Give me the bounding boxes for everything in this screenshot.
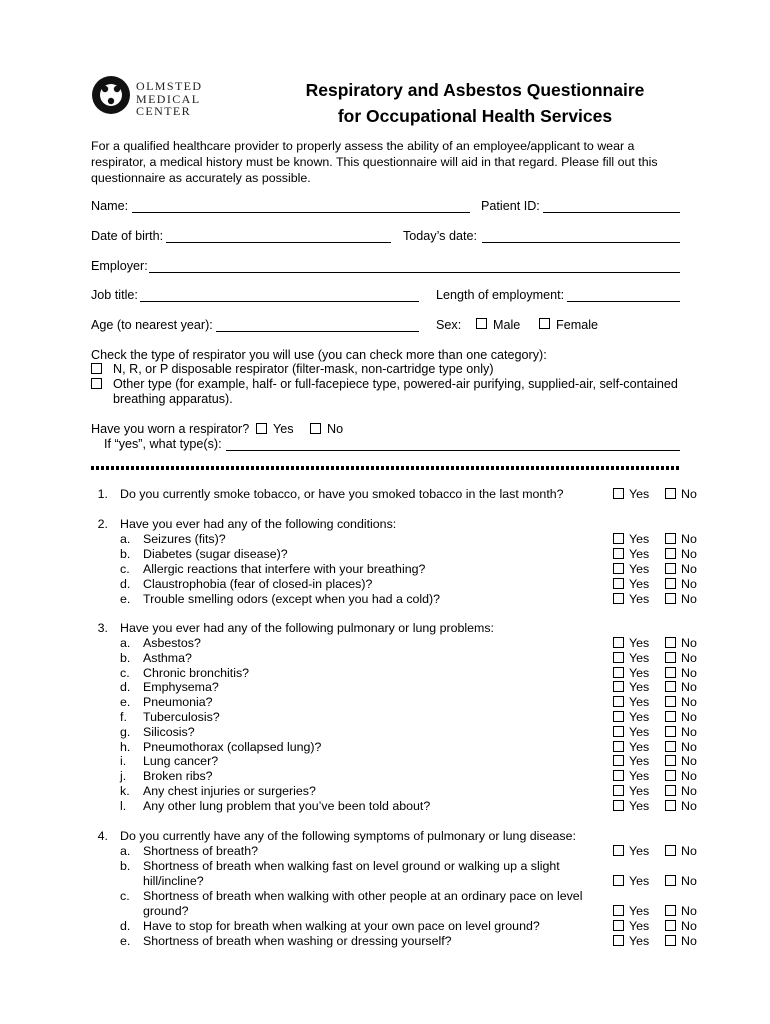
logo-line-1: OLMSTED xyxy=(136,79,203,93)
q3-item-4-no-label: No xyxy=(681,695,697,710)
q2-item-letter: b. xyxy=(120,547,131,561)
q3-item-10-yes-checkbox[interactable] xyxy=(613,785,624,796)
q2-item-letter: c. xyxy=(120,562,130,576)
q3-item-2-no-label: No xyxy=(681,665,697,680)
age-input-line[interactable] xyxy=(216,331,419,332)
dob-input-line[interactable] xyxy=(166,242,391,243)
q2-item-0-no-label: No xyxy=(681,532,697,546)
q2-item-2-yes-label: Yes xyxy=(629,562,650,576)
q4-item-4-yes-label: Yes xyxy=(629,934,650,948)
q2-number: 2. xyxy=(97,517,108,531)
q3-item-letter: c. xyxy=(120,665,130,680)
q3-item-text: Pneumothorax (collapsed lung)? xyxy=(143,739,322,754)
q4-item-2-yes-checkbox[interactable] xyxy=(613,905,624,916)
q3-number: 3. xyxy=(97,621,108,635)
respirator-disposable-checkbox[interactable] xyxy=(91,363,102,374)
q3-item-6-no-label: No xyxy=(681,724,697,739)
q2-item-0-yes-checkbox[interactable] xyxy=(613,533,624,544)
q1-text: Do you currently smoke tobacco, or have you smoked tobacco in the last month? xyxy=(120,487,564,501)
q3-item-9-no-checkbox[interactable] xyxy=(665,770,676,781)
q3-item-10-yes-label: Yes xyxy=(629,784,650,798)
q3-item-text: Any chest injuries or surgeries? xyxy=(143,784,316,798)
q3-item-11-yes-label: Yes xyxy=(629,798,650,813)
q4-item-2-no-checkbox[interactable] xyxy=(665,905,676,916)
q3-item-text: Any other lung problem that you’ve been told about? xyxy=(143,798,431,813)
q4-item-letter: b. xyxy=(120,859,131,873)
q3-item-10-no-checkbox[interactable] xyxy=(665,785,676,796)
q2-item-1-no-label: No xyxy=(681,547,697,561)
q3-item-2-no-checkbox[interactable] xyxy=(665,667,676,678)
q2-item-2-no-label: No xyxy=(681,562,697,576)
q4-item-0-no-label: No xyxy=(681,844,697,858)
respirator-other-checkbox[interactable] xyxy=(91,378,102,389)
q3-item-letter: e. xyxy=(120,695,131,710)
q3-item-6-no-checkbox[interactable] xyxy=(665,726,676,737)
q3-item-text: Emphysema? xyxy=(143,680,219,695)
employer-label: Employer: xyxy=(91,259,148,273)
q3-item-8-yes-label: Yes xyxy=(629,754,650,769)
circle-logo-icon xyxy=(90,74,132,116)
q3-item-1-yes-label: Yes xyxy=(629,650,650,665)
q3-item-1-no-label: No xyxy=(681,650,697,665)
age-label: Age (to nearest year): xyxy=(91,318,213,332)
q3-item-2-yes-checkbox[interactable] xyxy=(613,667,624,678)
title-line-2: for Occupational Health Services xyxy=(337,106,613,126)
length-employment-input-line[interactable] xyxy=(567,301,680,302)
q3-item-8-yes-checkbox[interactable] xyxy=(613,755,624,766)
worn-yes-checkbox[interactable] xyxy=(256,423,267,434)
worn-respirator-question: Have you worn a respirator? xyxy=(91,422,250,436)
dob-label: Date of birth: xyxy=(91,229,164,243)
q2-text: Have you ever had any of the following conditions: xyxy=(120,517,397,531)
q4-item-4-yes-checkbox[interactable] xyxy=(613,935,624,946)
q1-no-checkbox[interactable] xyxy=(665,488,676,499)
q3-item-letter: l. xyxy=(120,798,127,813)
q3-item-letter: a. xyxy=(120,636,131,650)
q2-item-3-no-label: No xyxy=(681,577,697,591)
patient-id-input-line[interactable] xyxy=(543,212,680,213)
q2-item-2-yes-checkbox[interactable] xyxy=(613,563,624,574)
q3-item-11-yes-checkbox[interactable] xyxy=(613,800,624,811)
q4-text: Do you currently have any of the following symptoms of pulmonary or lung disease: xyxy=(120,829,576,843)
q4-item-4-no-checkbox[interactable] xyxy=(665,935,676,946)
q3-item-letter: j. xyxy=(120,769,127,784)
worn-no-label: No xyxy=(327,422,344,436)
q3-item-7-no-checkbox[interactable] xyxy=(665,741,676,752)
q4-number: 4. xyxy=(97,829,108,843)
q4-item-text: Have to stop for breath when walking at your own pace on level ground? xyxy=(143,919,540,933)
q2-item-1-yes-label: Yes xyxy=(629,547,650,561)
q3-item-11-no-label: No xyxy=(681,798,697,813)
q4-item-text: Shortness of breath when walking with other people at an ordinary pace on level xyxy=(143,889,583,903)
q3-item-3-yes-label: Yes xyxy=(629,680,650,695)
intro-line-1: For a qualified healthcare provider to properly assess the ability of an employee/applicant to wear a xyxy=(91,139,635,153)
q2-item-letter: e. xyxy=(120,592,131,606)
job-title-label: Job title: xyxy=(91,288,138,302)
q2-item-1-yes-checkbox[interactable] xyxy=(613,548,624,559)
q3-item-7-no-label: No xyxy=(681,739,697,754)
q4-item-letter: e. xyxy=(120,934,131,948)
q3-item-text: Chronic bronchitis? xyxy=(143,665,250,680)
q3-item-7-yes-label: Yes xyxy=(629,739,650,754)
q2-item-text: Allergic reactions that interfere with your breathing? xyxy=(143,562,426,576)
q4-item-letter: d. xyxy=(120,919,131,933)
q3-item-text: Tuberculosis? xyxy=(143,710,220,724)
q4-item-1-yes-label: Yes xyxy=(629,874,650,888)
q3-item-3-yes-checkbox[interactable] xyxy=(613,681,624,692)
q3-item-7-yes-checkbox[interactable] xyxy=(613,741,624,752)
q4-item-1-no-label: No xyxy=(681,874,697,888)
q4-item-text-cont: ground? xyxy=(143,904,189,918)
q3-item-0-no-checkbox[interactable] xyxy=(665,637,676,648)
q3-item-text: Silicosis? xyxy=(143,724,195,739)
q3-item-2-yes-label: Yes xyxy=(629,665,650,680)
if-yes-label: If “yes”, what type(s): xyxy=(104,437,222,451)
q3-item-6-yes-checkbox[interactable] xyxy=(613,726,624,737)
q2-item-3-no-checkbox[interactable] xyxy=(665,578,676,589)
section-divider xyxy=(91,466,681,470)
q4-item-3-no-label: No xyxy=(681,919,697,933)
worn-yes-label: Yes xyxy=(273,422,294,436)
today-date-input-line[interactable] xyxy=(482,242,680,243)
male-label: Male xyxy=(493,318,521,332)
q4-item-letter: a. xyxy=(120,844,131,858)
q4-item-1-yes-checkbox[interactable] xyxy=(613,875,624,886)
q4-item-text: Shortness of breath when washing or dressing yourself? xyxy=(143,934,452,948)
q3-item-4-no-checkbox[interactable] xyxy=(665,696,676,707)
q4-item-3-yes-checkbox[interactable] xyxy=(613,920,624,931)
patient-id-label: Patient ID: xyxy=(481,199,540,213)
respirator-other-label-cont: breathing apparatus). xyxy=(113,392,233,406)
length-employment-label: Length of employment: xyxy=(436,288,565,302)
q3-item-4-yes-label: Yes xyxy=(629,695,650,710)
q3-item-text: Lung cancer? xyxy=(143,754,219,769)
q2-item-letter: d. xyxy=(120,577,131,591)
title-line-1: Respiratory and Asbestos Questionnaire xyxy=(305,80,645,100)
q3-item-5-no-label: No xyxy=(681,710,697,724)
q4-item-4-no-label: No xyxy=(681,934,697,948)
q3-item-letter: b. xyxy=(120,650,131,665)
q3-item-text: Broken ribs? xyxy=(143,769,213,784)
q2-item-text: Claustrophobia (fear of closed-in places)? xyxy=(143,577,373,591)
q3-item-text: Asthma? xyxy=(143,650,192,665)
q3-item-letter: k. xyxy=(120,784,130,798)
q2-item-2-no-checkbox[interactable] xyxy=(665,563,676,574)
worn-no-checkbox[interactable] xyxy=(310,423,321,434)
q3-item-letter: i. xyxy=(120,754,127,769)
q2-item-0-no-checkbox[interactable] xyxy=(665,533,676,544)
q3-item-6-yes-label: Yes xyxy=(629,724,650,739)
q4-item-3-yes-label: Yes xyxy=(629,919,650,933)
q2-item-3-yes-label: Yes xyxy=(629,577,650,591)
q3-item-8-no-label: No xyxy=(681,754,697,769)
q2-item-4-no-checkbox[interactable] xyxy=(665,593,676,604)
q1-no-label: No xyxy=(681,487,697,501)
male-checkbox[interactable] xyxy=(476,318,487,329)
logo-line-3: CENTER xyxy=(136,104,192,118)
respirator-type-input-line[interactable] xyxy=(226,450,680,451)
q3-item-1-yes-checkbox[interactable] xyxy=(613,652,624,663)
female-label: Female xyxy=(556,318,598,332)
q3-item-5-yes-label: Yes xyxy=(629,710,650,724)
job-title-input-line[interactable] xyxy=(140,301,419,302)
q3-item-3-no-label: No xyxy=(681,680,697,695)
q2-item-4-yes-label: Yes xyxy=(629,592,650,606)
q3-item-9-yes-label: Yes xyxy=(629,769,650,784)
q1-number: 1. xyxy=(97,487,108,501)
q4-item-0-no-checkbox[interactable] xyxy=(665,845,676,856)
q4-item-letter: c. xyxy=(120,889,130,903)
respirator-disposable-label: N, R, or P disposable respirator (filter-mask, non-cartridge type only) xyxy=(113,362,494,376)
sex-label: Sex: xyxy=(436,318,462,332)
q2-item-4-no-label: No xyxy=(681,592,697,606)
employer-input-line[interactable] xyxy=(149,272,680,273)
q4-item-0-yes-checkbox[interactable] xyxy=(613,845,624,856)
q3-item-10-no-label: No xyxy=(681,784,697,798)
intro-line-3: questionnaire as accurately as possible. xyxy=(91,171,311,185)
today-date-label: Today’s date: xyxy=(403,229,477,243)
q3-item-3-no-checkbox[interactable] xyxy=(665,681,676,692)
q2-item-1-no-checkbox[interactable] xyxy=(665,548,676,559)
q3-item-letter: h. xyxy=(120,739,131,754)
logo-line-2: MEDICAL xyxy=(136,91,201,106)
q4-item-2-no-label: No xyxy=(681,904,697,918)
q2-item-text: Seizures (fits)? xyxy=(143,532,226,546)
q4-item-0-yes-label: Yes xyxy=(629,844,650,858)
q3-item-letter: g. xyxy=(120,724,131,739)
q3-item-letter: f. xyxy=(120,710,127,724)
q1-yes-checkbox[interactable] xyxy=(613,488,624,499)
q4-item-text-cont: hill/incline? xyxy=(143,874,204,888)
q2-item-3-yes-checkbox[interactable] xyxy=(613,578,624,589)
q3-item-letter: d. xyxy=(120,680,131,695)
q2-item-0-yes-label: Yes xyxy=(629,532,650,546)
q3-item-9-yes-checkbox[interactable] xyxy=(613,770,624,781)
q3-item-9-no-label: No xyxy=(681,769,697,784)
q3-item-8-no-checkbox[interactable] xyxy=(665,755,676,766)
q3-item-0-no-label: No xyxy=(681,636,697,650)
q2-item-4-yes-checkbox[interactable] xyxy=(613,593,624,604)
q3-item-5-no-checkbox[interactable] xyxy=(665,711,676,722)
q3-item-4-yes-checkbox[interactable] xyxy=(613,696,624,707)
q3-item-text: Pneumonia? xyxy=(143,695,213,710)
name-label: Name: xyxy=(91,199,129,213)
q3-item-11-no-checkbox[interactable] xyxy=(665,800,676,811)
intro-paragraph xyxy=(91,138,691,186)
q3-item-0-yes-label: Yes xyxy=(629,636,650,650)
q1-yes-label: Yes xyxy=(629,487,650,501)
q3-item-text: Asbestos? xyxy=(143,636,201,650)
q3-item-0-yes-checkbox[interactable] xyxy=(613,637,624,648)
q3-text: Have you ever had any of the following pulmonary or lung problems: xyxy=(120,621,494,635)
intro-line-2: respirator, a medical history must be known. This questionnaire will aid in that regard. Please fill out this xyxy=(91,155,658,169)
q4-item-3-no-checkbox[interactable] xyxy=(665,920,676,931)
female-checkbox[interactable] xyxy=(539,318,550,329)
name-input-line[interactable] xyxy=(132,212,470,213)
respirator-other-label: Other type (for example, half- or full-facepiece type, powered-air purifying, supplied-air, self-contained xyxy=(113,377,678,391)
q4-item-1-no-checkbox[interactable] xyxy=(665,875,676,886)
q2-item-text: Diabetes (sugar disease)? xyxy=(143,547,288,561)
q2-item-letter: a. xyxy=(120,532,131,546)
q4-item-text: Shortness of breath when walking fast on level ground or walking up a slight xyxy=(143,859,560,873)
q3-item-1-no-checkbox[interactable] xyxy=(665,652,676,663)
q2-item-text: Trouble smelling odors (except when you had a cold)? xyxy=(143,592,441,606)
logo-wordmark xyxy=(136,80,202,118)
q4-item-2-yes-label: Yes xyxy=(629,904,650,918)
respirator-type-heading: Check the type of respirator you will use (you can check more than one category): xyxy=(91,348,547,362)
q4-item-text: Shortness of breath? xyxy=(143,844,259,858)
q3-item-5-yes-checkbox[interactable] xyxy=(613,711,624,722)
